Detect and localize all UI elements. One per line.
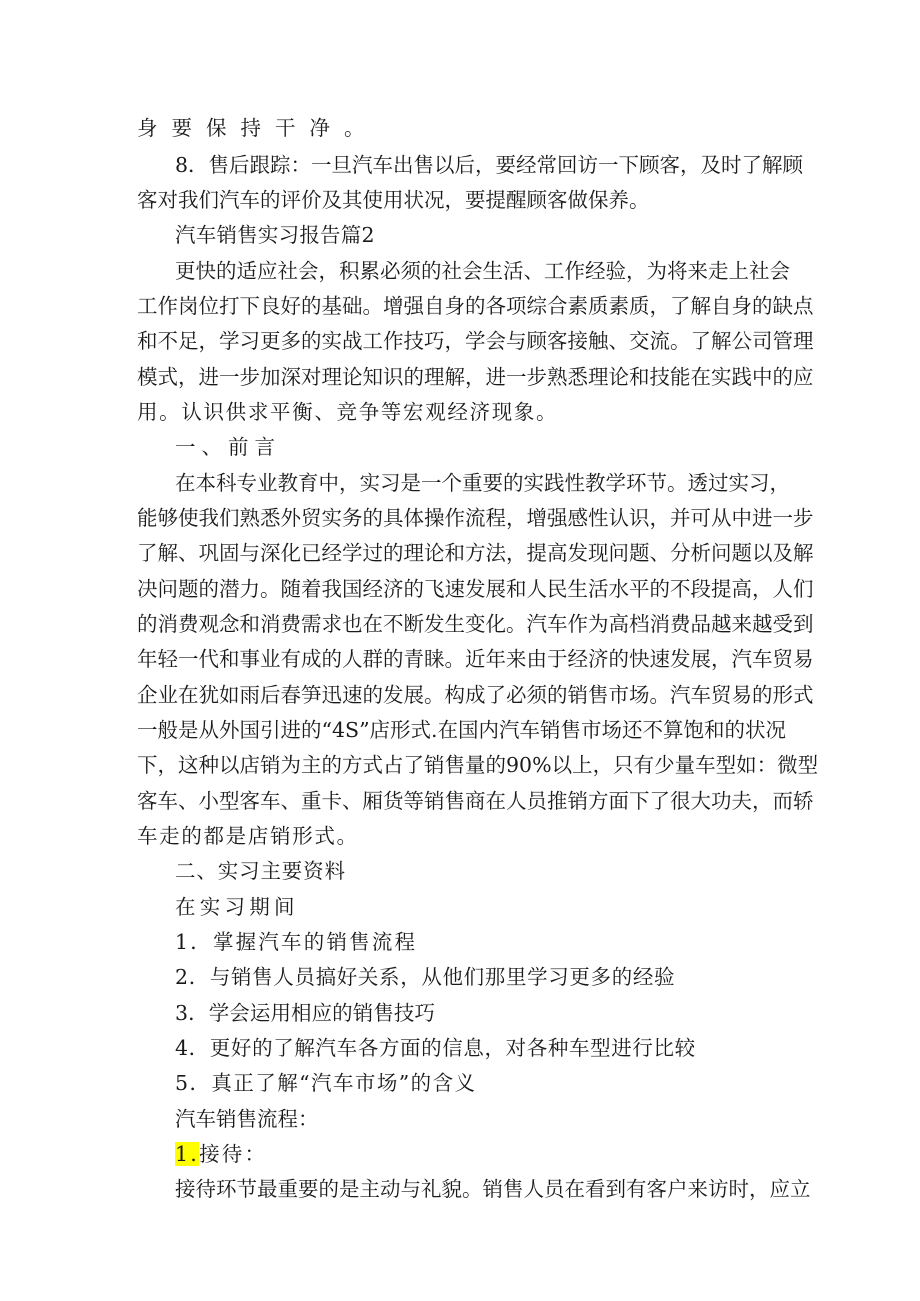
- line-1: 身要保持干净。: [137, 116, 379, 140]
- heading-main-content: 二、实习主要资料: [175, 859, 346, 883]
- line-5: 更快的适应社会，积累必须的社会生活、工作经验，为将来走上社会: [175, 259, 790, 283]
- heading-sales-process: 汽车销售流程：: [175, 1107, 319, 1131]
- line-15: 的消费观念和消费需求也在不断发生变化。汽车作为高档消费品越来越受到: [137, 612, 814, 636]
- line-13: 了解、巩固与深化已经学过的理论和方法，提高发现问题、分析问题以及解: [137, 541, 814, 565]
- line-8: 模式，进一步加深对理论知识的理解，进一步熟悉理论和技能在实践中的应: [137, 365, 814, 389]
- line-20: 客车、小型客车、重卡、厢货等销售商在人员推销方面下了很大功夫，而轿: [137, 789, 814, 813]
- line-21: 车走的都是店销形式。: [137, 824, 359, 848]
- list-item-3: 3．学会运用相应的销售技巧: [175, 1001, 436, 1025]
- heading-preface: 一、前言: [175, 435, 281, 459]
- line-14: 决问题的潜力。随着我国经济的飞速发展和人民生活水平的不段提高，人们: [137, 577, 814, 601]
- line-23: 在实习期间: [175, 895, 299, 919]
- line-17: 企业在犹如雨后春笋迅速的发展。构成了必须的销售市场。汽车贸易的形式: [137, 683, 814, 707]
- list-item-4: 4．更好的了解汽车各方面的信息，对各种车型进行比较: [175, 1036, 696, 1060]
- line-12: 能够使我们熟悉外贸实务的具体操作流程，增强感性认识，并可从中进一步: [137, 506, 814, 530]
- line-31: 接待环节最重要的是主动与礼貌。销售人员在看到有客户来访时，应立: [175, 1177, 811, 1201]
- line-18: 一般是从外国引进的“4S”店形式.在国内汽车销售市场还不算饱和的状况: [137, 718, 787, 742]
- line-2: 8．售后跟踪：一旦汽车出售以后，要经常回访一下顾客，及时了解顾: [175, 153, 804, 177]
- highlight-marker: 1.: [175, 1142, 200, 1166]
- line-reception: 1.接待：: [175, 1142, 268, 1166]
- list-item-1: 1．掌握汽车的销售流程: [175, 930, 418, 954]
- line-3: 客对我们汽车的评价及其使用状况，要提醒顾客做保养。: [137, 188, 650, 212]
- line-19: 下，这种以店销为主的方式占了销售量的90%以上，只有少量车型如：微型: [137, 753, 819, 777]
- line-16: 年轻一代和事业有成的人群的青睐。近年来由于经济的快速发展，汽车贸易: [137, 647, 814, 671]
- line-11: 在本科专业教育中，实习是一个重要的实践性教学环节。透过实习，: [175, 471, 790, 495]
- list-item-2: 2．与销售人员搞好关系，从他们那里学习更多的经验: [175, 965, 676, 989]
- line-9: 用。认识供求平衡、竞争等宏观经济现象。: [137, 400, 559, 424]
- heading-report-2: 汽车销售实习报告篇2: [175, 223, 375, 247]
- list-item-5: 5．真正了解“汽车市场”的含义: [175, 1071, 477, 1095]
- line-7: 和不足，学习更多的实战工作技巧，学会与顾客接触、交流。了解公司管理: [137, 329, 814, 353]
- line-6: 工作岗位打下良好的基础。增强自身的各项综合素质素质，了解自身的缺点: [137, 294, 814, 318]
